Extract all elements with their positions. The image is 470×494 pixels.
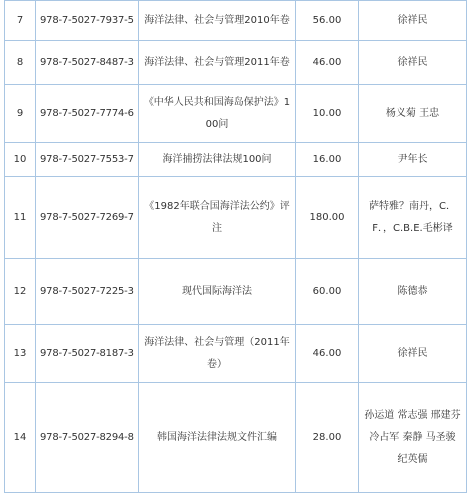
isbn-cell: 978-7-5027-8187-3	[36, 325, 139, 383]
price-cell: 46.00	[296, 325, 359, 383]
isbn-cell: 978-7-5027-8294-8	[36, 383, 139, 493]
table-row	[5, 41, 467, 85]
title-cell: 韩国海洋法律法规文件汇编	[139, 383, 296, 493]
title-cell: 海洋法律、社会与管理2011年卷	[139, 41, 296, 85]
price-cell: 60.00	[296, 259, 359, 325]
row-number: 7	[5, 1, 36, 41]
table-row	[5, 143, 467, 177]
table-row	[5, 259, 467, 325]
price-cell: 180.00	[296, 177, 359, 259]
author-cell: 徐祥民	[359, 41, 467, 85]
price-cell: 16.00	[296, 143, 359, 177]
table-row	[5, 325, 467, 383]
author-cell: 徐祥民	[359, 325, 467, 383]
title-cell: 《中华人民共和国海岛保护法》100问	[139, 85, 296, 143]
table-row	[5, 383, 467, 493]
isbn-cell: 978-7-5027-7553-7	[36, 143, 139, 177]
price-cell: 46.00	[296, 41, 359, 85]
title-cell: 《1982年联合国海洋法公约》评注	[139, 177, 296, 259]
row-number: 12	[5, 259, 36, 325]
author-cell: 孙运道 常志强 邢建芬 冷占军 秦静 马圣骏 纪英儒	[359, 383, 467, 493]
title-cell: 现代国际海洋法	[139, 259, 296, 325]
isbn-cell: 978-7-5027-7269-7	[36, 177, 139, 259]
row-number: 10	[5, 143, 36, 177]
row-number: 14	[5, 383, 36, 493]
isbn-cell: 978-7-5027-7774-6	[36, 85, 139, 143]
author-cell: 尹年长	[359, 143, 467, 177]
table-row	[5, 177, 467, 259]
isbn-cell: 978-7-5027-7937-5	[36, 1, 139, 41]
title-cell: 海洋法律、社会与管理（2011年卷）	[139, 325, 296, 383]
price-cell: 28.00	[296, 383, 359, 493]
table-row	[5, 85, 467, 143]
isbn-cell: 978-7-5027-8487-3	[36, 41, 139, 85]
row-number: 9	[5, 85, 36, 143]
title-cell: 海洋法律、社会与管理2010年卷	[139, 1, 296, 41]
row-number: 13	[5, 325, 36, 383]
row-number: 11	[5, 177, 36, 259]
price-cell: 10.00	[296, 85, 359, 143]
author-cell: 徐祥民	[359, 1, 467, 41]
price-cell: 56.00	[296, 1, 359, 41]
table-row	[5, 1, 467, 41]
author-cell: 陈德恭	[359, 259, 467, 325]
author-cell: 萨特雅？南丹，C．F．，C.B.E.毛彬译	[359, 177, 467, 259]
author-cell: 杨义菊 王忠	[359, 85, 467, 143]
title-cell: 海洋捕捞法律法规100问	[139, 143, 296, 177]
row-number: 8	[5, 41, 36, 85]
book-table	[4, 0, 467, 493]
isbn-cell: 978-7-5027-7225-3	[36, 259, 139, 325]
